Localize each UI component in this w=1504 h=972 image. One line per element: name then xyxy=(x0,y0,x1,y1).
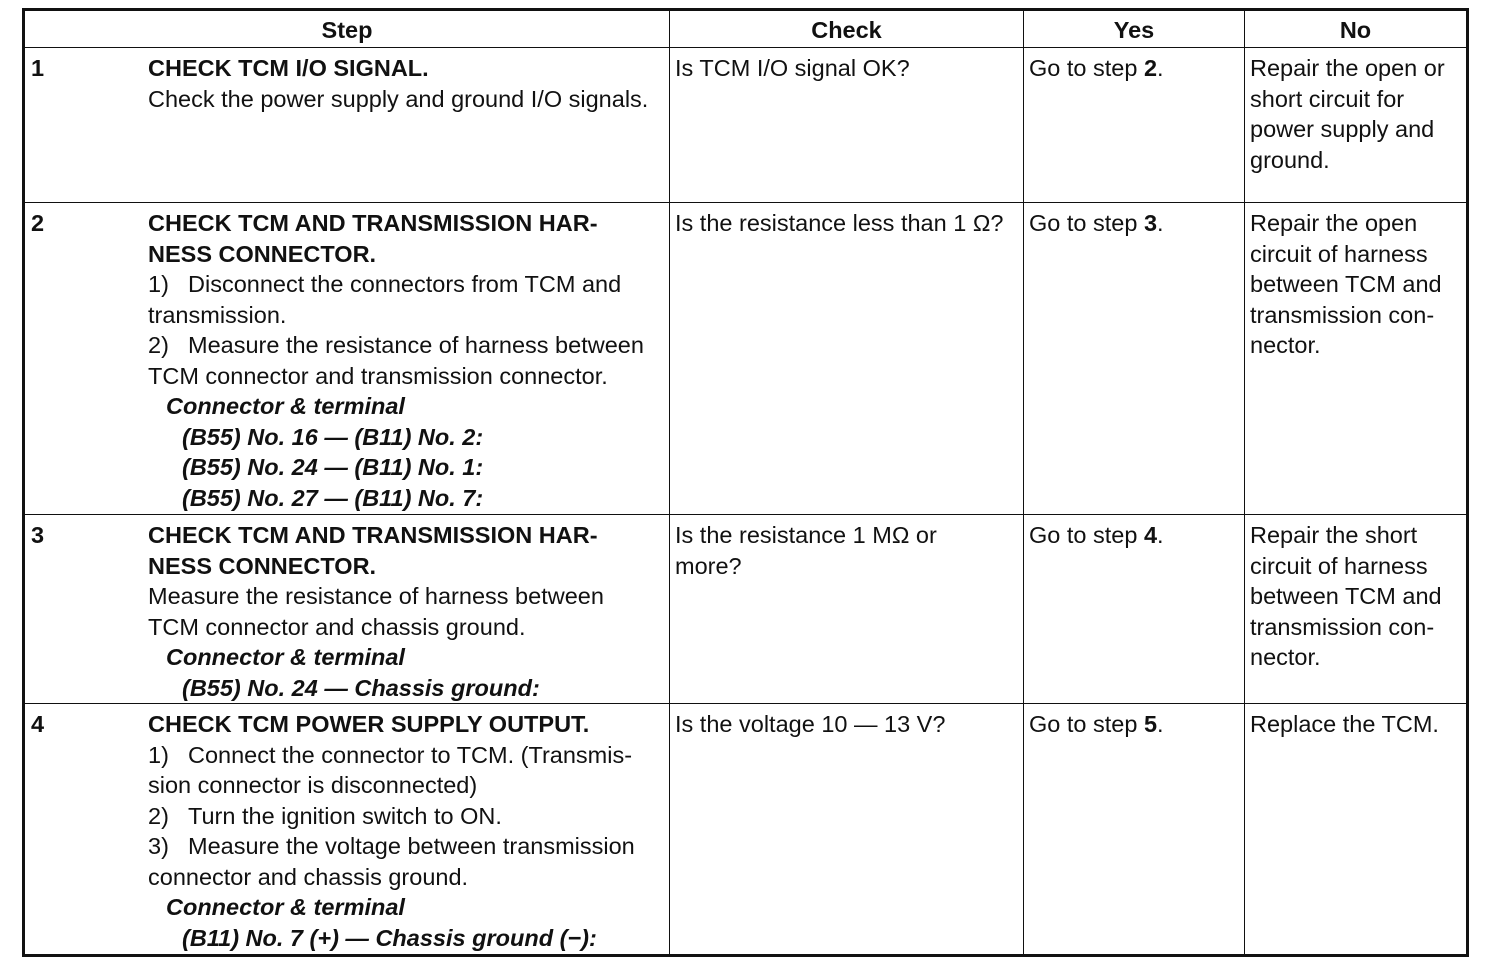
instruction-number: 1) xyxy=(148,271,169,298)
no-cell xyxy=(1245,515,1468,704)
connector-terminal-line: (B55) No. 16 — (B11) No. 2: xyxy=(182,423,484,450)
check-question-line: more? xyxy=(675,552,742,579)
connector-terminal-line: (B55) No. 27 — (B11) No. 7: xyxy=(182,484,484,511)
step-cell xyxy=(24,48,670,203)
no-action xyxy=(1245,208,1466,361)
check-question: Is the voltage 10 — 13 V? xyxy=(675,711,946,738)
connector-terminal-line: (B11) No. 7 (+) — Chassis ground (−): xyxy=(182,924,597,951)
diagnostic-procedure-table xyxy=(22,8,1469,957)
step-cell xyxy=(24,203,670,515)
check-cell xyxy=(670,203,1024,515)
connector-terminal-line: (B55) No. 24 — Chassis ground: xyxy=(182,674,540,701)
yes-action xyxy=(1024,520,1244,551)
yes-action xyxy=(1024,709,1244,740)
yes-step-ref: 5 xyxy=(1143,711,1158,738)
header-check: Check xyxy=(670,10,1024,48)
check-question-line: Is the resistance 1 MΩ or xyxy=(675,522,937,548)
yes-cell xyxy=(1024,704,1245,956)
no-action-line: transmission con- xyxy=(1250,301,1435,328)
no-action-line: between TCM and xyxy=(1250,271,1442,298)
connector-terminal-heading: Connector & terminal xyxy=(166,393,405,420)
connector-terminal-heading: Connector & terminal xyxy=(166,644,405,670)
step-cell xyxy=(24,515,670,704)
header-no: No xyxy=(1245,10,1468,48)
yes-suffix: . xyxy=(1157,711,1164,738)
instruction-text: sion connector is disconnected) xyxy=(148,772,478,799)
yes-suffix: . xyxy=(1157,522,1164,548)
check-cell xyxy=(670,515,1024,704)
no-action: Replace the TCM. xyxy=(1250,711,1439,738)
step-number: 4 xyxy=(31,711,45,738)
step-title-line: NESS CONNECTOR. xyxy=(148,552,377,579)
step-number: 2 xyxy=(31,210,45,237)
table-row xyxy=(24,704,1468,956)
no-cell xyxy=(1245,203,1468,515)
no-action-line: between TCM and xyxy=(1250,583,1442,609)
no-action xyxy=(1245,520,1466,673)
check-question xyxy=(670,520,1023,581)
step-title-line: CHECK TCM AND TRANSMISSION HAR- xyxy=(148,522,598,548)
step-title-line: CHECK TCM AND TRANSMISSION HAR- xyxy=(148,210,598,237)
yes-action xyxy=(1024,53,1244,84)
step-body-line: Measure the resistance of harness between xyxy=(148,583,604,609)
no-action: Repair the open or short circuit for power supply and ground. xyxy=(1250,55,1445,173)
yes-action xyxy=(1024,208,1244,239)
no-action-line: nector. xyxy=(1250,644,1321,670)
yes-prefix: Go to step xyxy=(1029,55,1144,81)
yes-step-ref: 4 xyxy=(1143,522,1158,548)
instruction-item xyxy=(148,330,665,391)
instruction-text: Disconnect the connectors from TCM and xyxy=(188,271,622,298)
check-cell xyxy=(670,48,1024,203)
step-title xyxy=(148,520,665,581)
no-action-line: circuit of harness xyxy=(1250,240,1428,267)
check-question: Is TCM I/O signal OK? xyxy=(675,55,910,81)
table-row xyxy=(24,515,1468,704)
instruction-number: 1) xyxy=(148,741,169,768)
header-step: Step xyxy=(24,10,670,48)
no-action-line: transmission con- xyxy=(1250,613,1435,640)
connector-terminal-line: (B55) No. 24 — (B11) No. 1: xyxy=(182,454,484,481)
step-body-line: TCM connector and chassis ground. xyxy=(148,613,526,640)
header-yes: Yes xyxy=(1024,10,1245,48)
instruction-text: Turn the ignition switch to ON. xyxy=(188,802,502,829)
yes-cell xyxy=(1024,515,1245,704)
step-title xyxy=(148,208,665,269)
step-title-line: NESS CONNECTOR. xyxy=(148,240,377,267)
yes-step-ref: 2 xyxy=(1143,55,1158,81)
no-cell xyxy=(1245,48,1468,203)
instruction-text: TCM connector and transmission connector. xyxy=(148,362,608,389)
yes-suffix: . xyxy=(1157,210,1164,237)
no-cell xyxy=(1245,704,1468,956)
yes-cell xyxy=(1024,203,1245,515)
yes-prefix: Go to step xyxy=(1029,210,1144,237)
step-title: CHECK TCM I/O SIGNAL. xyxy=(148,55,429,81)
connector-terminal-heading: Connector & terminal xyxy=(166,894,405,921)
no-action-line: circuit of harness xyxy=(1250,552,1428,579)
yes-cell xyxy=(1024,48,1245,203)
instruction-text: Measure the voltage between transmission xyxy=(188,833,635,860)
step-cell xyxy=(24,704,670,956)
instruction-text: Measure the resistance of harness between xyxy=(188,332,644,359)
instruction-number: 3) xyxy=(148,833,169,860)
step-number: 3 xyxy=(31,522,45,548)
table-row xyxy=(24,48,1468,203)
instruction-item xyxy=(148,740,665,801)
instruction-item xyxy=(148,269,665,330)
no-action-line: Repair the open xyxy=(1250,210,1418,237)
instruction-text: connector and chassis ground. xyxy=(148,863,469,890)
table-row xyxy=(24,203,1468,515)
instruction-text: transmission. xyxy=(148,301,287,328)
table-header-row xyxy=(24,10,1468,48)
check-cell xyxy=(670,704,1024,956)
step-title: CHECK TCM POWER SUPPLY OUTPUT. xyxy=(148,711,590,738)
step-body-line: Check the power supply and ground I/O signals. xyxy=(148,85,649,112)
yes-prefix: Go to step xyxy=(1029,711,1144,738)
no-action-line: Repair the short xyxy=(1250,522,1418,548)
no-action-line: nector. xyxy=(1250,332,1321,359)
instruction-text: Connect the connector to TCM. (Transmis- xyxy=(188,741,633,768)
yes-prefix: Go to step xyxy=(1029,522,1144,548)
step-number: 1 xyxy=(31,55,45,81)
instruction-number: 2) xyxy=(148,802,169,829)
instruction-number: 2) xyxy=(148,332,169,359)
yes-step-ref: 3 xyxy=(1143,210,1158,237)
instruction-item xyxy=(148,801,665,832)
instruction-item xyxy=(148,831,665,892)
check-question: Is the resistance less than 1 Ω? xyxy=(675,210,1004,237)
yes-suffix: . xyxy=(1157,55,1164,81)
